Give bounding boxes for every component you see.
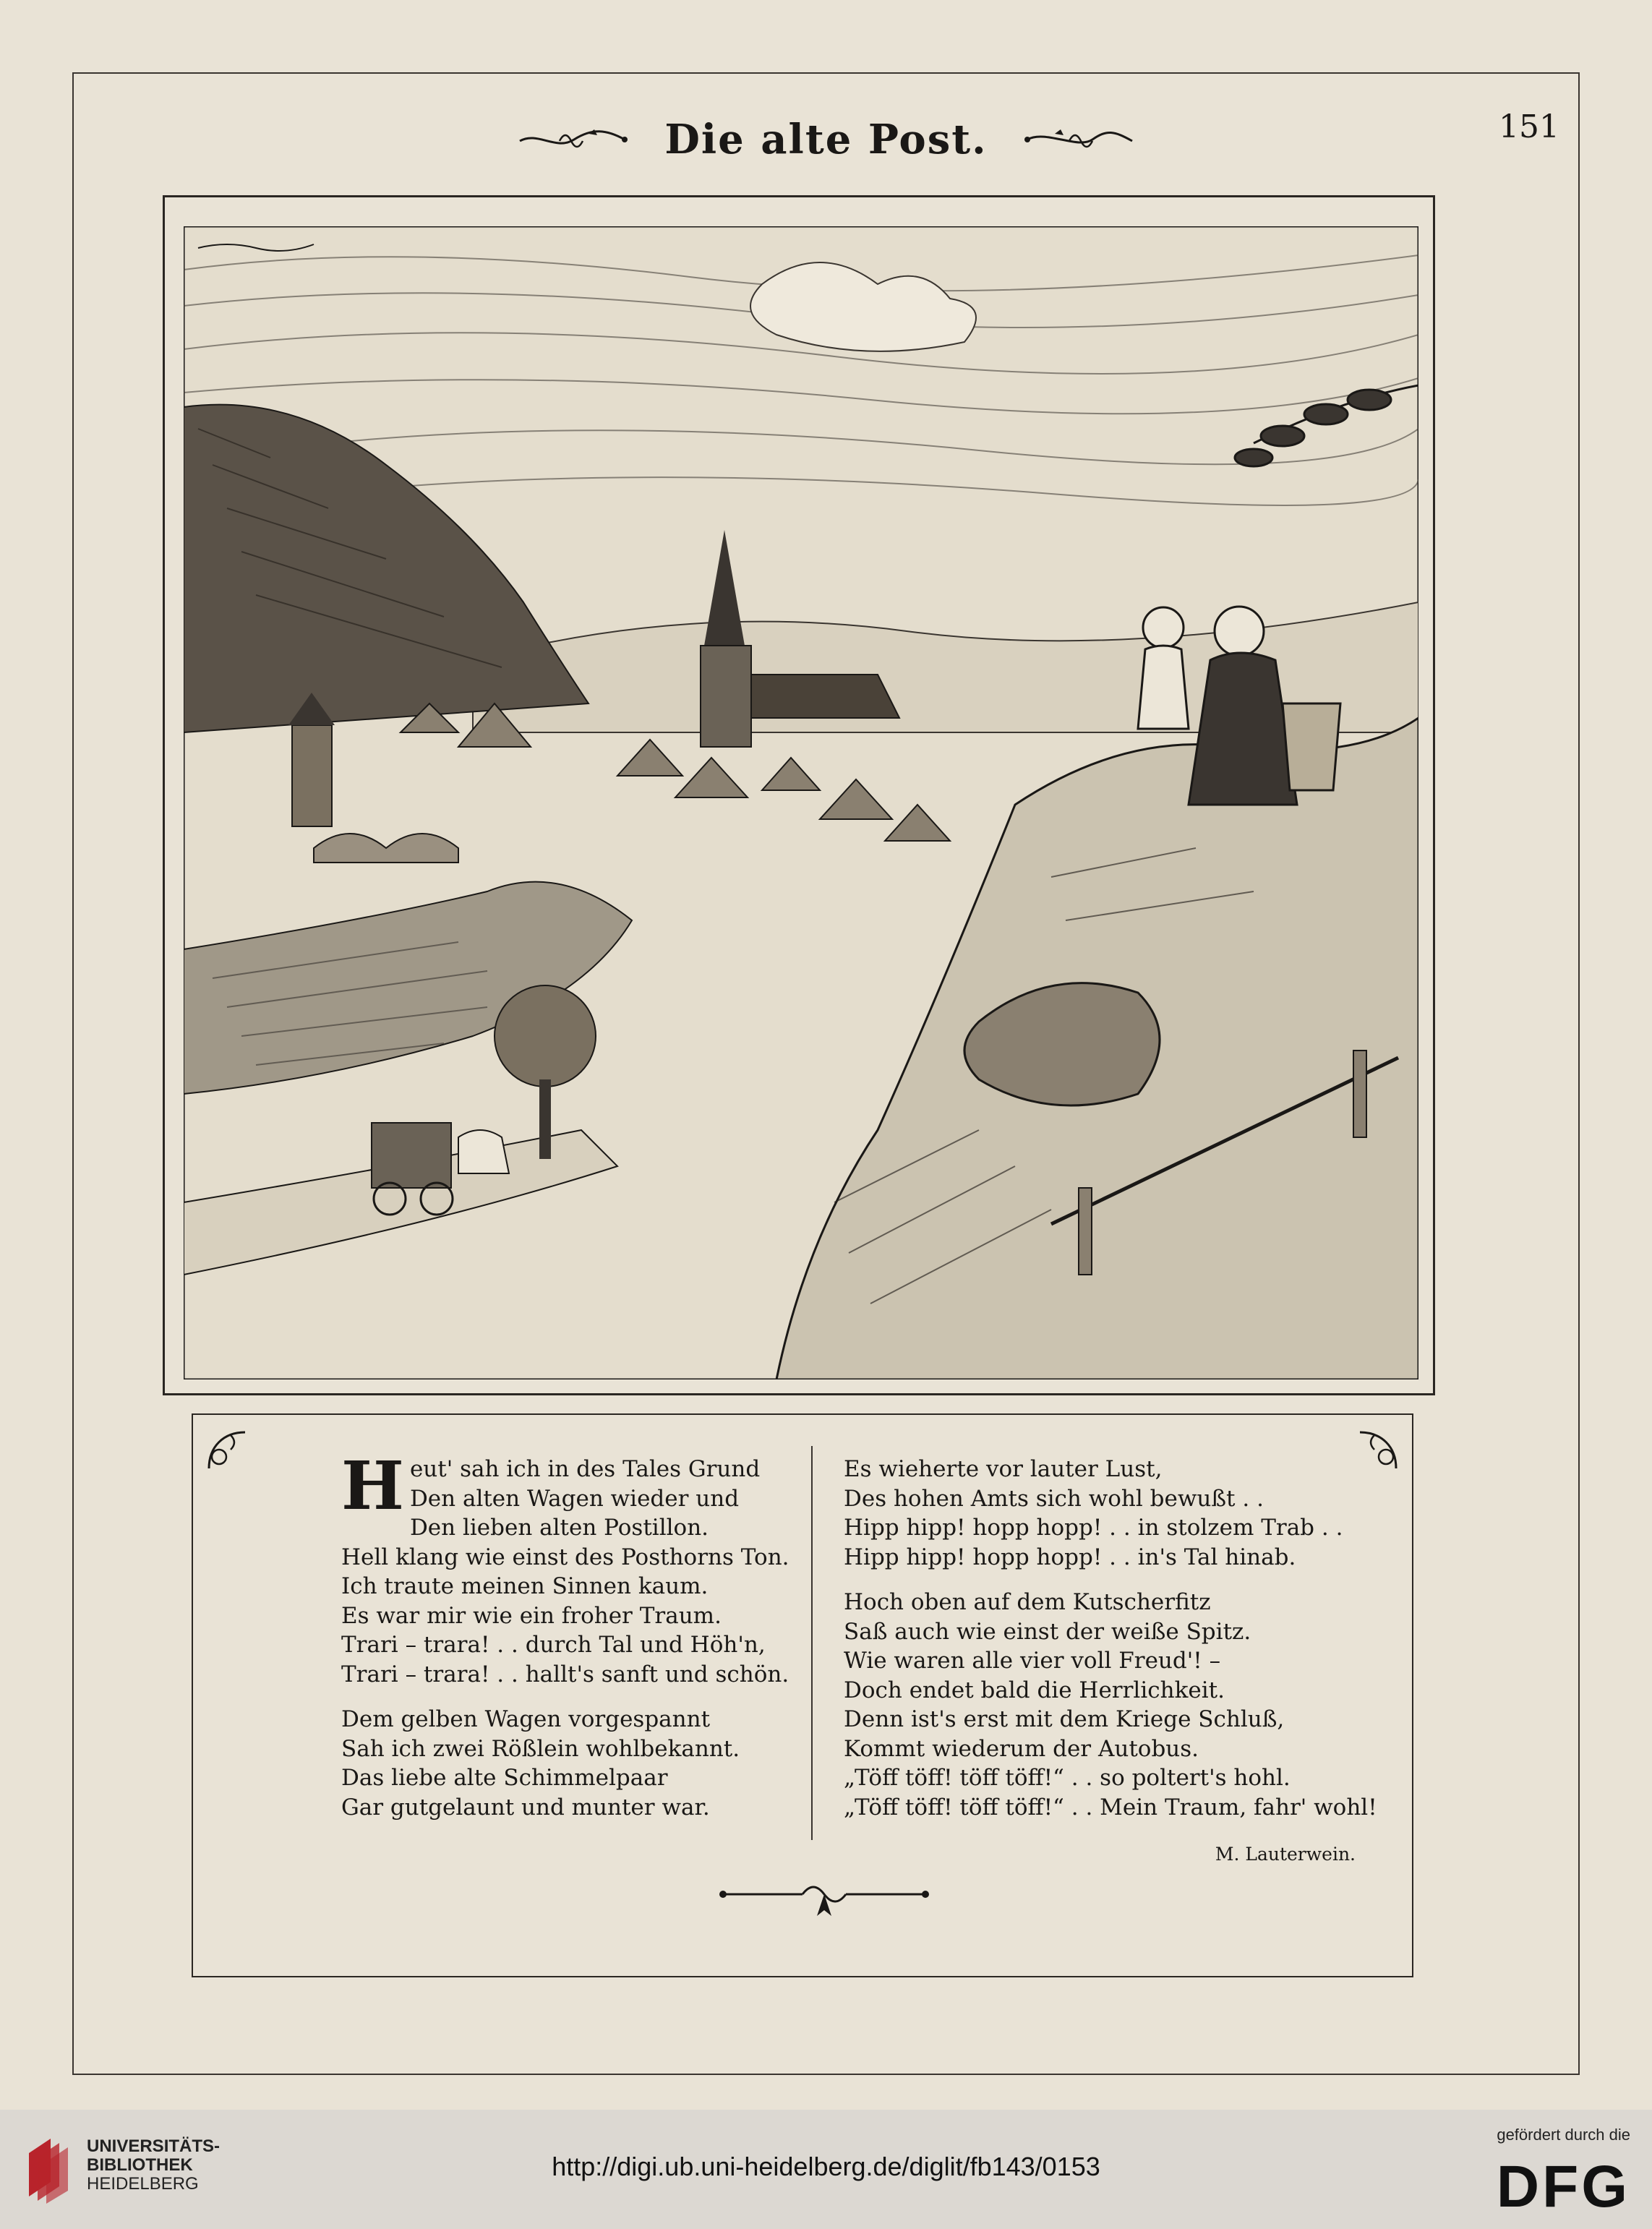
poem-line: Denn ist's erst mit dem Kriege Schluß, [844,1706,1285,1732]
poem-stanza [341,1705,804,1822]
flourish-right-icon [1020,125,1136,154]
illustration-frame [163,195,1435,1395]
column-divider [811,1446,813,1840]
poem-line: Wie waren alle vier voll Freud'! – [844,1648,1221,1674]
poem-right-column [844,1455,1379,1838]
poem-stanza [844,1588,1379,1822]
poem-line: Hell klang wie einst des Posthorns Ton. [341,1544,789,1570]
poem-line: Sah ich zwei Rößlein wohlbekannt. [341,1735,740,1762]
corner-flourish-top-left-icon [202,1425,252,1476]
poem-line: Gar gutgelaunt und munter war. [341,1794,710,1821]
poem-line: eut' sah ich in des Tales Grund [409,1456,761,1482]
poem-author: M. Lauterwein. [1215,1844,1356,1865]
page-header [72,101,1580,166]
library-name-line: BIBLIOTHEK [87,2155,193,2175]
page-title: Die alte Post. [664,116,988,163]
library-name-line: UNIVERSITÄTS- [87,2136,221,2156]
poem-line: Hoch oben auf dem Kutscherfitz [844,1589,1211,1615]
poem-line: Den alten Wagen wieder und [409,1485,740,1512]
poem-line: Es war mir wie ein froher Traum. [341,1602,722,1629]
poem-line: Hipp hipp! hopp hopp! . . in stolzem Trab . . [844,1515,1343,1541]
poem-line: „Töff töff! töff töff!“ . . so poltert's hohl. [844,1765,1291,1791]
digitization-footer [0,2110,1652,2229]
page-number: 151 [1499,108,1559,145]
poem-line: Des hohen Amts sich wohl bewußt . . [844,1485,1264,1512]
permalink-url[interactable]: http://digi.ub.uni-heidelberg.de/diglit/fb143/0153 [552,2152,1100,2181]
dfg-logo: DFG [1496,2154,1630,2220]
poem-line: Trari – trara! . . hallt's sanft und schön. [341,1661,789,1687]
poem-line: Es wieherte vor lauter Lust, [844,1456,1163,1482]
poem-stanza [341,1447,804,1689]
flourish-left-icon [516,125,632,154]
funding-text: gefördert durch die [1497,2126,1630,2144]
landscape-illustration [184,226,1418,1379]
poem-line: Saß auch wie einst der weiße Spitz. [844,1618,1251,1645]
bottom-ornament-icon [716,1873,933,1923]
poem-stanza [844,1455,1379,1572]
poem-line: Hipp hipp! hopp hopp! . . in's Tal hinab. [844,1544,1296,1570]
poem-line: Trari – trara! . . durch Tal und Höh'n, [341,1632,766,1658]
library-name-line: HEIDELBERG [87,2174,199,2194]
poem-line: „Töff töff! töff töff!“ . . Mein Traum, fahr' wohl! [844,1794,1377,1821]
drop-cap: H [341,1447,404,1525]
poem-line: Den lieben alten Postillon. [409,1515,709,1541]
title-row [72,116,1580,163]
poem-line: Das liebe alte Schimmelpaar [341,1765,668,1791]
poem-line: Doch endet bald die Herrlichkeit. [844,1677,1225,1703]
poem-line: Dem gelben Wagen vorgespannt [341,1706,711,1732]
poem-line: Kommt wiederum der Autobus. [844,1735,1199,1762]
poem-left-column [341,1447,804,1838]
poem-line: Ich traute meinen Sinnen kaum. [341,1573,709,1599]
